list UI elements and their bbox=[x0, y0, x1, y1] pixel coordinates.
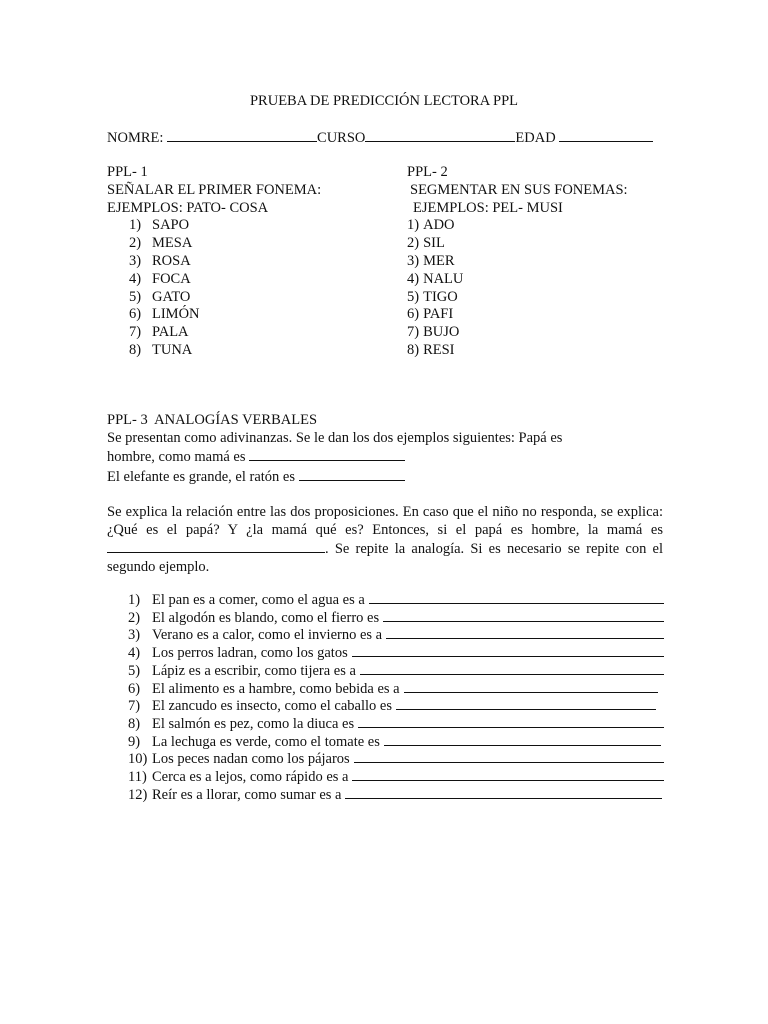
analogy-question bbox=[128, 663, 668, 681]
example2-blank[interactable] bbox=[299, 467, 405, 481]
answer-blank[interactable] bbox=[360, 663, 664, 675]
analogy-question bbox=[128, 627, 668, 645]
explanation-part1: Se explica la relación entre las dos proposiciones. En caso que el niño no responda, se explica: ¿Qué es el papá? Y ¿la mamá qué es? Entonces, si el papá es hombre, la mamá es bbox=[107, 504, 663, 538]
ppl2-item-word: TIGO bbox=[423, 288, 458, 305]
student-info-line bbox=[107, 128, 653, 147]
ppl1-item bbox=[107, 253, 321, 271]
ppl1-item-word: TUNA bbox=[152, 341, 193, 358]
ppl1-item bbox=[107, 217, 321, 235]
answer-blank[interactable] bbox=[358, 716, 664, 728]
answer-blank[interactable] bbox=[352, 645, 664, 657]
explanation-blank[interactable] bbox=[107, 539, 325, 553]
question-number: 9) bbox=[128, 733, 141, 750]
ppl1-heading: PPL- 1 bbox=[107, 164, 148, 180]
ppl2-item bbox=[407, 235, 628, 253]
ppl1-list bbox=[107, 217, 321, 359]
question-text: La lechuga es verde, como el tomate es bbox=[152, 733, 380, 750]
ppl2-item-word: RESI bbox=[423, 341, 455, 358]
question-text: El algodón es blando, como el fierro es bbox=[152, 609, 380, 626]
question-text: El pan es a comer, como el agua es a bbox=[152, 592, 365, 608]
ppl2-item bbox=[407, 271, 628, 289]
analogy-question bbox=[128, 787, 668, 805]
answer-blank[interactable] bbox=[345, 787, 662, 799]
answer-blank[interactable] bbox=[384, 734, 661, 746]
ppl1-item-word: SAPO bbox=[152, 217, 190, 234]
analogy-question bbox=[128, 716, 668, 734]
ppl1-item-word: MESA bbox=[152, 235, 193, 252]
ppl3-intro-line2 bbox=[107, 447, 663, 467]
ppl2-item-number: 8) bbox=[407, 341, 420, 358]
ppl2-item bbox=[407, 324, 628, 342]
ppl1-item-number: 5) bbox=[129, 288, 142, 305]
ppl2-item bbox=[407, 289, 628, 307]
ppl3-section bbox=[107, 412, 663, 486]
analogy-question bbox=[128, 645, 668, 663]
analogy-question bbox=[128, 751, 668, 769]
answer-blank[interactable] bbox=[396, 698, 656, 710]
ppl1-item-word: FOCA bbox=[152, 270, 191, 287]
ppl3-intro-line1: Se presentan como adivinanzas. Se le dan los dos ejemplos siguientes: Papá es bbox=[107, 429, 563, 446]
question-text: El zancudo es insecto, como el caballo es bbox=[152, 698, 392, 715]
question-text: Los perros ladran, como los gatos bbox=[152, 645, 348, 662]
ppl2-item bbox=[407, 342, 628, 360]
answer-blank[interactable] bbox=[352, 769, 664, 781]
ppl2-item-word: MER bbox=[423, 252, 455, 269]
analogy-question-list bbox=[128, 592, 668, 804]
question-number: 2) bbox=[128, 609, 141, 626]
ppl2-item-number: 4) bbox=[407, 270, 420, 287]
question-number: 5) bbox=[128, 662, 141, 679]
ppl1-section bbox=[107, 164, 321, 360]
question-text: Lápiz es a escribir, como tijera es a bbox=[152, 662, 356, 679]
edad-blank[interactable] bbox=[559, 128, 653, 142]
ppl1-item bbox=[107, 324, 321, 342]
explanation-paragraph bbox=[107, 503, 663, 576]
question-number: 6) bbox=[128, 680, 141, 697]
analogy-question bbox=[128, 610, 668, 628]
question-number: 4) bbox=[128, 645, 141, 662]
nombre-blank[interactable] bbox=[167, 128, 317, 142]
ppl1-item bbox=[107, 306, 321, 324]
analogy-question bbox=[128, 698, 668, 716]
ppl2-item-word: PAFI bbox=[423, 306, 454, 323]
question-text: Los peces nadan como los pájaros bbox=[152, 751, 350, 768]
analogy-question bbox=[128, 769, 668, 787]
curso-label: CURSO bbox=[317, 130, 366, 146]
question-text: Reír es a llorar, como sumar es a bbox=[152, 786, 342, 803]
ppl1-item-number: 7) bbox=[129, 324, 142, 341]
question-number: 8) bbox=[128, 715, 141, 732]
ppl1-item bbox=[107, 235, 321, 253]
ppl1-example: EJEMPLOS: PATO- COSA bbox=[107, 199, 269, 216]
question-number: 11) bbox=[128, 769, 147, 786]
question-number: 10) bbox=[128, 751, 148, 768]
ppl2-item-number: 6) bbox=[407, 306, 420, 323]
ppl1-item-number: 2) bbox=[129, 235, 142, 252]
question-number: 3) bbox=[128, 627, 141, 644]
ppl2-item-number: 2) bbox=[407, 235, 420, 252]
answer-blank[interactable] bbox=[386, 627, 664, 639]
ppl1-item-number: 4) bbox=[129, 270, 142, 287]
answer-blank[interactable] bbox=[354, 751, 664, 763]
explanation-part2: . Se repite la analogía. Si es necesario se repite con el segundo ejemplo. bbox=[107, 541, 663, 575]
ppl2-example: EJEMPLOS: PEL- MUSI bbox=[413, 199, 563, 216]
question-number: 12) bbox=[128, 786, 148, 803]
ppl1-instruction: SEÑALAR EL PRIMER FONEMA: bbox=[107, 181, 322, 198]
question-number: 7) bbox=[128, 698, 141, 715]
ppl2-heading: PPL- 2 bbox=[407, 164, 448, 180]
analogy-question bbox=[128, 734, 668, 752]
analogy-question bbox=[128, 592, 668, 610]
ppl2-item bbox=[407, 217, 628, 235]
ppl1-item-number: 8) bbox=[129, 341, 142, 358]
nombre-label: NOMRE: bbox=[107, 130, 164, 146]
ppl2-section bbox=[407, 164, 628, 360]
ppl3-intro-line3-text: El elefante es grande, el ratón es bbox=[107, 468, 296, 485]
ppl2-item-word: NALU bbox=[423, 270, 464, 287]
question-number: 1) bbox=[128, 592, 141, 608]
ppl2-item bbox=[407, 306, 628, 324]
ppl1-item bbox=[107, 342, 321, 360]
ppl3-intro-line2-text: hombre, como mamá es bbox=[107, 449, 246, 465]
ppl2-item-number: 1) bbox=[407, 217, 420, 234]
ppl2-item-number: 7) bbox=[407, 324, 420, 341]
ppl2-item-number: 5) bbox=[407, 288, 420, 305]
ppl1-item-number: 6) bbox=[129, 306, 142, 323]
ppl1-item bbox=[107, 289, 321, 307]
ppl2-item-number: 3) bbox=[407, 252, 420, 269]
question-text: El alimento es a hambre, como bebida es a bbox=[152, 680, 400, 697]
ppl1-item-number: 3) bbox=[129, 252, 142, 269]
ppl1-item-word: PALA bbox=[152, 324, 189, 341]
ppl2-item-word: BUJO bbox=[423, 324, 460, 341]
ppl2-item-word: SIL bbox=[423, 235, 445, 252]
question-text: El salmón es pez, como la diuca es bbox=[152, 715, 355, 732]
answer-blank[interactable] bbox=[369, 592, 664, 604]
ppl1-item-number: 1) bbox=[129, 217, 142, 234]
edad-label: EDAD bbox=[515, 130, 556, 146]
ppl2-item-word: ADO bbox=[423, 217, 455, 234]
example1-blank[interactable] bbox=[249, 447, 405, 461]
analogy-question bbox=[128, 681, 668, 699]
answer-blank[interactable] bbox=[404, 681, 658, 693]
ppl2-list bbox=[407, 217, 628, 359]
page-title: PRUEBA DE PREDICCIÓN LECTORA PPL bbox=[249, 93, 519, 109]
curso-blank[interactable] bbox=[365, 128, 515, 142]
answer-blank[interactable] bbox=[383, 610, 664, 622]
ppl1-item-word: ROSA bbox=[152, 252, 191, 269]
ppl1-item-word: GATO bbox=[152, 288, 191, 305]
ppl1-item-word: LIMÓN bbox=[152, 306, 200, 323]
question-text: Cerca es a lejos, como rápido es a bbox=[152, 769, 349, 786]
ppl2-instruction: SEGMENTAR EN SUS FONEMAS: bbox=[410, 181, 628, 198]
ppl3-intro-line3 bbox=[107, 467, 663, 487]
ppl2-item bbox=[407, 253, 628, 271]
ppl1-item bbox=[107, 271, 321, 289]
ppl3-heading: PPL- 3 ANALOGÍAS VERBALES bbox=[107, 412, 318, 428]
question-text: Verano es a calor, como el invierno es a bbox=[152, 627, 383, 644]
